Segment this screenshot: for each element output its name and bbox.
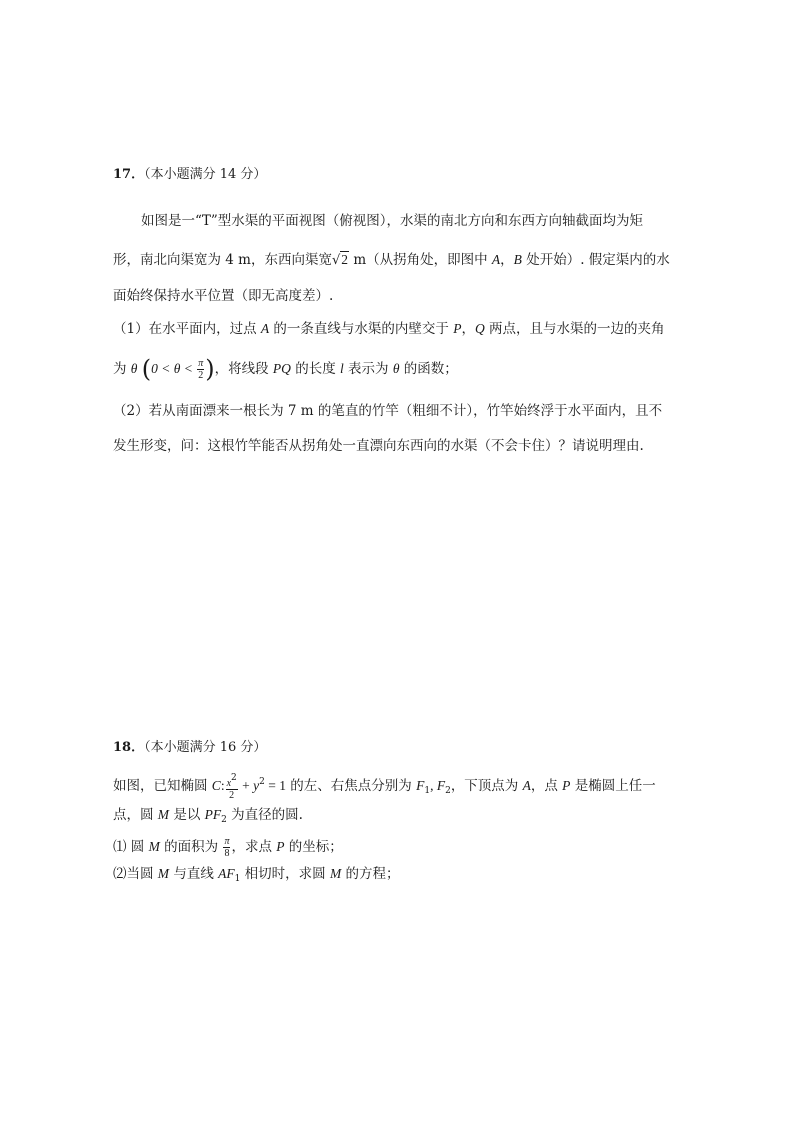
fraction-x2-over-2 <box>226 773 238 801</box>
math-var: M <box>157 866 170 881</box>
q17-text: 发生形变，问：这根竹竿能否从拐角处一直漂向东西向的水渠（不会卡住）？请说明理由. <box>113 438 644 454</box>
q17-text: 两点，且与水渠的一边的夹角 <box>484 321 665 337</box>
q18-sub1 <box>113 836 693 859</box>
math-op: + <box>238 778 254 793</box>
q17-para-line-3 <box>113 286 693 306</box>
q17-text: 表示为 <box>343 361 393 377</box>
q17-text: 处开始）. 假定渠内的水 <box>521 252 670 268</box>
q18-heading <box>113 738 693 758</box>
q18-text: 的左、右焦点分别为 <box>286 778 417 794</box>
math-var: M <box>157 807 170 822</box>
q18-text: 是椭圆上任一 <box>570 778 656 794</box>
math-var: A <box>522 778 531 793</box>
q18-text: 相切时，求圆 <box>240 866 330 882</box>
math-var: θ <box>130 361 138 376</box>
math-var: AF <box>218 866 235 881</box>
q17-text: ， <box>500 252 514 268</box>
math-var: y <box>253 778 260 793</box>
q17-text: （1）在水平面内，过点 <box>113 321 261 337</box>
frac-num: π <box>224 836 230 847</box>
q17-text: m（从拐角处，即图中 <box>349 252 492 268</box>
sqrt-value: 2 <box>341 252 349 267</box>
math-op: = 1 <box>264 778 286 793</box>
subscript: 1 <box>424 786 431 796</box>
math-range: 0 < θ < <box>151 361 197 376</box>
math-var: PF <box>204 807 222 822</box>
q18-text: 为直径的圆. <box>226 807 303 823</box>
math-var: P <box>562 778 571 793</box>
q18-text: 的方程； <box>341 866 400 882</box>
math-op: : <box>220 778 225 793</box>
math-var: F <box>416 778 425 793</box>
math-var: B <box>513 252 522 267</box>
q18-text: 点，圆 <box>113 807 158 823</box>
q18-text: ⑵当圆 <box>113 866 158 882</box>
q18-para-line-1 <box>113 772 693 801</box>
left-paren: ( <box>141 355 152 383</box>
q18-text: 的坐标； <box>284 839 343 855</box>
sqrt-symbol: √ <box>331 253 341 268</box>
frac-den: 2 <box>198 370 204 381</box>
q18-text: 与直线 <box>169 866 219 882</box>
frac-den: 8 <box>224 848 230 859</box>
frac-num <box>226 773 238 790</box>
q17-sub2-line-2 <box>113 436 693 456</box>
q18-text: ，下顶点为 <box>450 778 523 794</box>
math-var: F <box>436 778 446 793</box>
exponent: 2 <box>259 777 265 787</box>
subscript: 2 <box>221 815 227 825</box>
math-var: P <box>453 321 462 336</box>
subscript: 1 <box>234 874 241 884</box>
q17-heading <box>113 165 693 185</box>
q18-sub2 <box>113 864 693 889</box>
q17-text: 面始终保持水平位置（即无高度差）. <box>113 288 334 304</box>
q17-text: 形，南北向渠宽为 4 m，东西向渠宽 <box>113 252 332 268</box>
q17-text: 的长度 <box>290 361 340 377</box>
q18-number: 18． <box>113 740 145 755</box>
q18-text: 如图，已知椭圆 <box>113 778 212 794</box>
math-var: A <box>491 252 501 267</box>
q17-sub1-line-2 <box>113 355 693 383</box>
q17-text: ，将线段 <box>214 361 273 377</box>
math-var: M <box>148 839 160 854</box>
fraction-pi-over-2 <box>197 358 204 381</box>
math-var: A <box>260 321 270 336</box>
fraction-pi-over-8 <box>223 836 230 859</box>
math-op: , <box>430 778 437 793</box>
q18-text: 是以 <box>169 807 205 823</box>
q17-sub2-line-1 <box>113 401 693 421</box>
q17-number: 17． <box>113 167 145 182</box>
q17-para-line-1 <box>141 211 721 231</box>
q17-text: 的函数； <box>399 361 458 377</box>
frac-num: π <box>198 358 204 369</box>
q17-sub1-line-1 <box>113 319 693 339</box>
q18-para-line-2 <box>113 805 693 830</box>
q17-text: ， <box>461 321 475 337</box>
math-var: PQ <box>272 361 291 376</box>
q17-score: （本小题满分 14 分） <box>144 167 267 182</box>
q17-text: 如图是一“T”型水渠的平面视图（俯视图），水渠的南北方向和东西方向轴截面均为矩 <box>141 213 644 229</box>
math-var: M <box>329 866 342 881</box>
math-var: θ <box>392 361 400 376</box>
q18-text: ，点 <box>530 778 563 794</box>
math-var: Q <box>474 321 485 336</box>
math-var: C <box>211 778 221 793</box>
q17-text: （2）若从南面漂来一根长为 7 m 的笔直的竹竿（粗细不计），竹竿始终浮于水平面内，且不 <box>113 403 663 419</box>
q18-score: （本小题满分 16 分） <box>144 740 267 755</box>
right-paren: ) <box>205 355 215 383</box>
q18-text: ，求点 <box>231 839 277 855</box>
math-var: P <box>276 839 285 854</box>
math-var: x <box>226 777 232 789</box>
q18-text: ⑴ 圆 <box>113 839 149 855</box>
math-var: l <box>340 361 344 376</box>
q18-text: 的面积为 <box>159 839 223 855</box>
subscript: 2 <box>445 786 451 796</box>
frac-den: 2 <box>229 789 235 801</box>
q17-text: 为 <box>113 361 131 377</box>
exponent: 2 <box>231 772 237 783</box>
q17-para-line-2 <box>113 250 693 271</box>
q17-text: 的一条直线与水渠的内壁交于 <box>269 321 454 337</box>
